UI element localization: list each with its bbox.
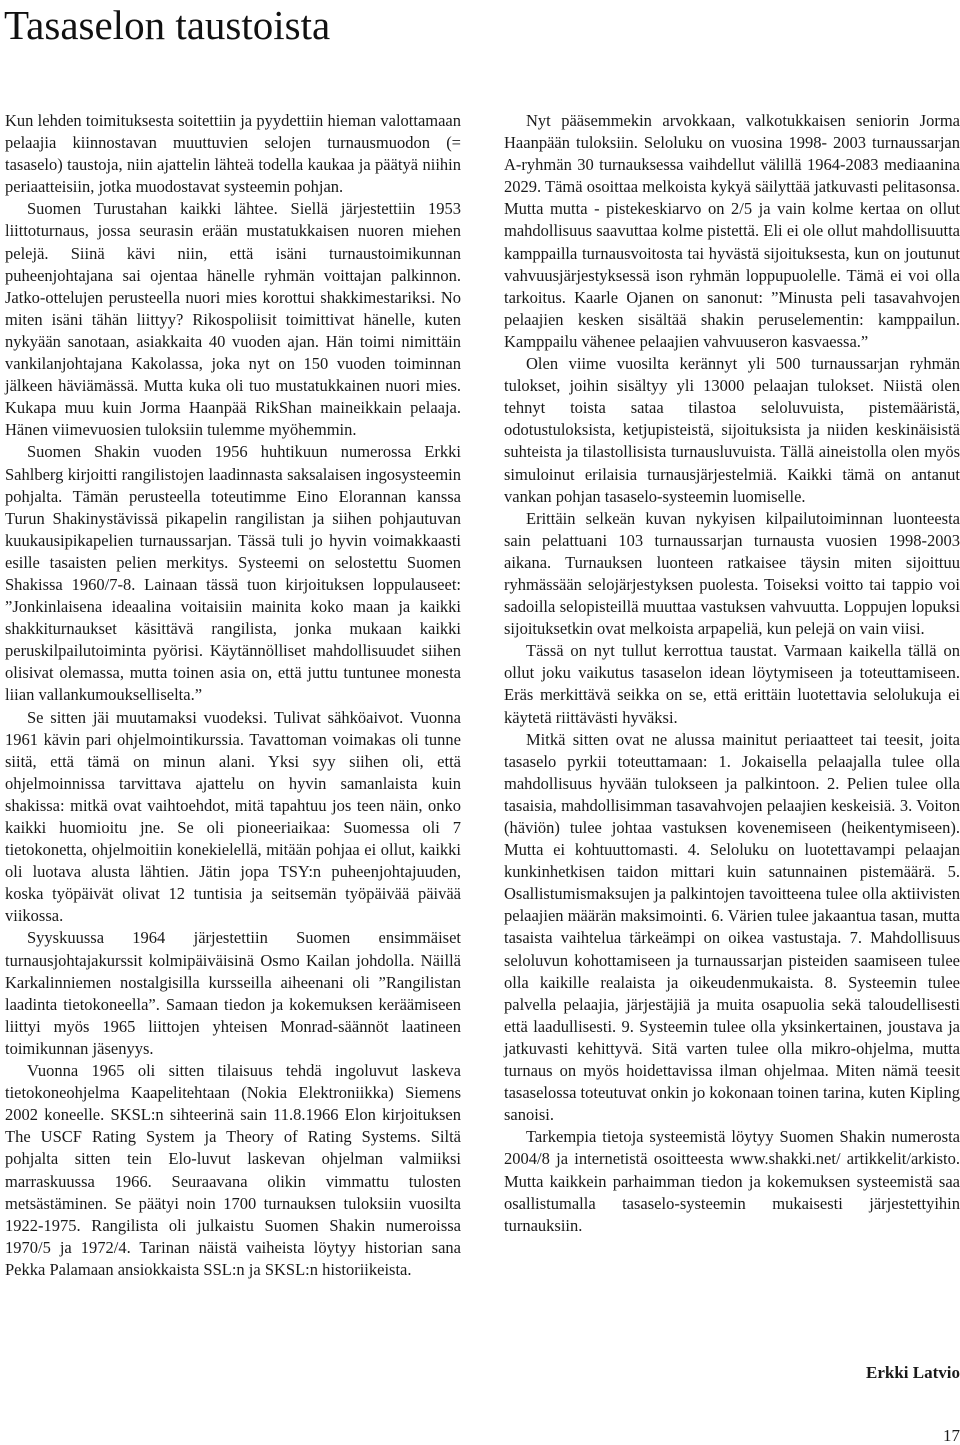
article-column-right	[504, 110, 960, 1237]
paragraph: Se sitten jäi muutamaksi vuodeksi. Tulivat sähköaivot. Vuonna 1961 kävin pari ohjelmointikurssia. Tavattoman voimakas oli tunne siitä, että tämä on minun alani. Yksi syy siihen oli, että ohjelmoinnissa tarvittava ajattelu on hyvin samanlaista kuin shakissa: mitkä ovat vaihtoehdot, mitä tapahtuu jos teen näin, onko kaikki huomioitu jne. Se oli pioneeriaikaa: Suomessa oli 7 tietokonetta, ohjelmoitiin konekielellä, mitään pohjaa ei ollut, kaikki oli luotava alusta lähtien. Jätin jopa TSY:n puheenjohtajuuden, koska työpäivät olivat 12 tuntisia ja seitsemän työpäivää päivää viikossa.	[5, 707, 461, 926]
article-title: Tasaselon taustoista	[4, 2, 331, 48]
paragraph: Erittäin selkeän kuvan nykyisen kilpailutoiminnan luonteesta sain pelattuani 103 turnaussarjan turnausta vuosien 1998-2003 aikana. Turnauksen luonteen ratkaisee täysin miten sijoittuu ryhmässään selojärjestyksen puolesta. Toiseksi voitto tai tappio voi sadoilla selopisteillä muuttaa vastuksen vahvuutta. Loppujen lopuksi sijoituksetkin ovat melkoista arpapeliä, kun pelejä on vain viisi.	[504, 508, 960, 639]
paragraph: Mitkä sitten ovat ne alussa mainitut periaatteet tai teesit, joita tasaselo pyrkii toteuttamaan: 1. Jokaisella pelaajalla tulee olla mahdollisuus hyvään tulokseen ja palkintoon. 2. Pelien tulee olla tasaisia, mahdollisimman tasavahvojen pelaajien keskeisiä. 3. Voiton (häviön) tulee johtaa vastuksen kovenemiseen (heikentymiseen). Mutta ei kohtuuttomasti. 4. Seloluku on luotettavampi pelaajan kunkinhetkisen taidon mittari kuin satunnainen pistemäärä. 5. Osallistumismaksujen ja palkintojen tavoitteena tulee olla aktiivisten pelaajien määrän maksimointi. 6. Värien tulee jakaantua tasan, mutta tasaista vaihtelua tärkeämpi on oikea vastustaja. 7. Mahdollisuus seloluvun kohottamiseen ja turnaussarjan pisteiden saamiseen tulee olla kaikille realaista ja oikeudenmukaista. 8. Systeemin tulee palvella pelaajia, järjestäjiä ja muita osapuolia sekä taloudellisesti että laadullisesti. 9. Systeemin tulee olla yksinkertainen, joustava ja jatkuvasti kehittyvä. Sitä varten tulee olla mikro-ohjelma, mutta turnaus on myös hoidettavissa ilman ohjelmaa. Miten nämä teesit tasaselossa toteutuvat onkin jo kokonaan toinen tarina, kuten Kipling sanoisi.	[504, 729, 960, 1125]
paragraph: Tarkempia tietoja systeemistä löytyy Suomen Shakin numerosta 2004/8 ja internetistä osoitteesta www.shakki.net/ artikkelit/arkisto. Mutta kaikkein parhaimman tiedon ja kokemuksen systeemistä saa osallistumalla tasaselo-systeemin mukaisesti järjestettyihin turnauksiin.	[504, 1127, 960, 1235]
page-number: 17	[943, 1426, 960, 1445]
paragraph: Olen viime vuosilta kerännyt yli 500 turnaussarjan ryhmän tulokset, joihin sisältyy yli 13000 pelaajan tulokset. Niistä olen tehnyt toista sataa tilastoa seloluvuista, pistemääristä, odotustuloksista, ketjupisteistä, sijoituksista ja niiden keskinäisistä suhteista ja tilastollisista turnausluvuista. Tällä aineistolla olen myös simuloinut erilaisia turnausjärjestelmiä. Kaikki tämä on antanut vankan pohjan tasaselo-systeemin luomiselle.	[504, 354, 960, 506]
author-signature: Erkki Latvio	[866, 1363, 960, 1382]
paragraph: Vuonna 1965 oli sitten tilaisuus tehdä ingoluvut laskeva tietokoneohjelma Kaapelitehtaan (Nokia Elektroniikka) Siemens 2002 koneelle. SKSL:n sihteerinä sain 11.8.1966 Elon kirjoituksen The USCF Rating System ja Theory of Rating Systems. Siltä pohjalta sitten tein Elo-luvut laskevan ohjelman valmiiksi marraskuussa 1966. Seuraavana olikin vimmattu tulosten metsästäminen. Se päätyi noin 1700 turnauksen tuloksiin vuosilta 1922-1975. Rangilista oli julkaistu Suomen Shakin numeroissa 1970/5 ja 1972/4. Tarinan näistä vaiheista löytyy historian sana Pekka Palamaan ansiokkaista SSL:n ja SKSL:n historiikeista.	[5, 1061, 461, 1279]
paragraph: Nyt pääsemmekin arvokkaan, valkotukkaisen seniorin Jorma Haanpään tuloksiin. Seloluku on vuosina 1998- 2003 turnaussarjan A-ryhmän 30 turnauksessa vaihdellut välillä 1964-2083 mediaanina 2029. Tämä osoittaa melkoista kykyä säilyttää jatkuvasti pelitasonsa. Mutta mutta - pistekeskiarvo on 2/5 ja vain kolme kertaa on ollut mahdollisuus saavuttaa kolme pistettä. Eli ei ole ollut mahdollisuutta kamppailla turnausvoitosta tai hyvästä sijoituksesta, kun on joutunut vahvuusjärjestyksessä ison ryhmän loppupuolelle. Tämä ei voi olla tarkoitus. Kaarle Ojanen on sanonut: ”Minusta peli tasavahvojen pelaajien kesken sisältää shakin peruselementin: kamppailun. Kamppailu vähenee pelaajien vahvuuseron kasvaessa.”	[504, 111, 960, 351]
paragraph: Syyskuussa 1964 järjestettiin Suomen ensimmäiset turnausjohtajakurssit kolmipäiväisinä Osmo Kailan johdolla. Näillä Karkalinniemen nostalgisilla kursseilla aiheenani oli ”Rangilistan laadinta tietokoneella”. Samaan tiedon ja kokemuksen keräämiseen liittyi myös 1965 liittojen yhteisen Monrad-säännöt laatineen toimikunnan jäsenyys.	[5, 928, 461, 1058]
article-column-left	[5, 110, 461, 1281]
paragraph: Suomen Turustahan kaikki lähtee. Siellä järjestettiin 1953 liittoturnaus, jossa seurasin erään mustatukkaisen nuoren miehen pelejä. Siinä kävi niin, että isäni turnaustoimikunnan puheenjohtajana sai ojentaa hänelle ryhmän voittajan palkinnon. Jatko-ottelujen perusteella nuori mies korottui shakkimestariksi. No miten isäni tähän liittyy? Rikospoliisit toimittivat hänelle, kuten nykyään sanotaan, asiakkaita 40 vuoden ajan. Hän toimi nimittäin vankilanjohtajana Kakolassa, joka nyt on 150 vuoden toiminnan jälkeen häviämässä. Mutta kuka oli tuo mustatukkainen nuori mies. Kukapa muu kuin Jorma Haanpää RikShan maineikkain pelaaja. Hänen viimevuosien tuloksiin tulemme myöhemmin.	[5, 199, 461, 440]
paragraph: Kun lehden toimituksesta soitettiin ja pyydettiin hieman valottamaan pelaajia kiinnostavan muuttuvien selojen turnausmuodon (= tasaselo) taustoja, niin ajattelin lähteä todella kaukaa ja päätyä niihin periaatteisiin, jotka muodostavat systeemin pohjan.	[5, 111, 461, 197]
paragraph: Suomen Shakin vuoden 1956 huhtikuun numerossa Erkki Sahlberg kirjoitti rangilistojen laadinnasta saksalaisen ingosysteemin pohjalta. Tämän perusteella toteutimme Eino Elorannan kanssa Turun Shakinystävissä pikapelin rangilistan ja siihen pohjautuvan kuukausipikapelien turnaussarjan. Tässä tuli jo hyvin voimakkaasti esille tasaisten pelien merkitys. Systeemi on selostettu Suomen Shakissa 1960/7-8. Lainaan tässä tuon kirjoituksen loppulauseet: ”Jonkinlaisena ideaalina voitaisiin mainita koko maan ja kaikki shakkiturnaukset käsittävä rangilista, jonka mukaan kaikki peruskilpailutoiminta pyörisi. Käytännölliset mahdollisuudet siihen olisivat olemassa, mutta toinen asia on, että juttu tuntunee monesta liian vallankumoukselliselta.”	[5, 442, 461, 705]
paragraph: Tässä on nyt tullut kerrottua taustat. Varmaan kaikella tällä on ollut joku vaikutus tasaselon idean löytymiseen ja toteuttamiseen. Eräs merkittävä seikka on se, että erittäin luotettavia selolukuja ei käytetä riittävästi hyväksi.	[504, 641, 960, 727]
